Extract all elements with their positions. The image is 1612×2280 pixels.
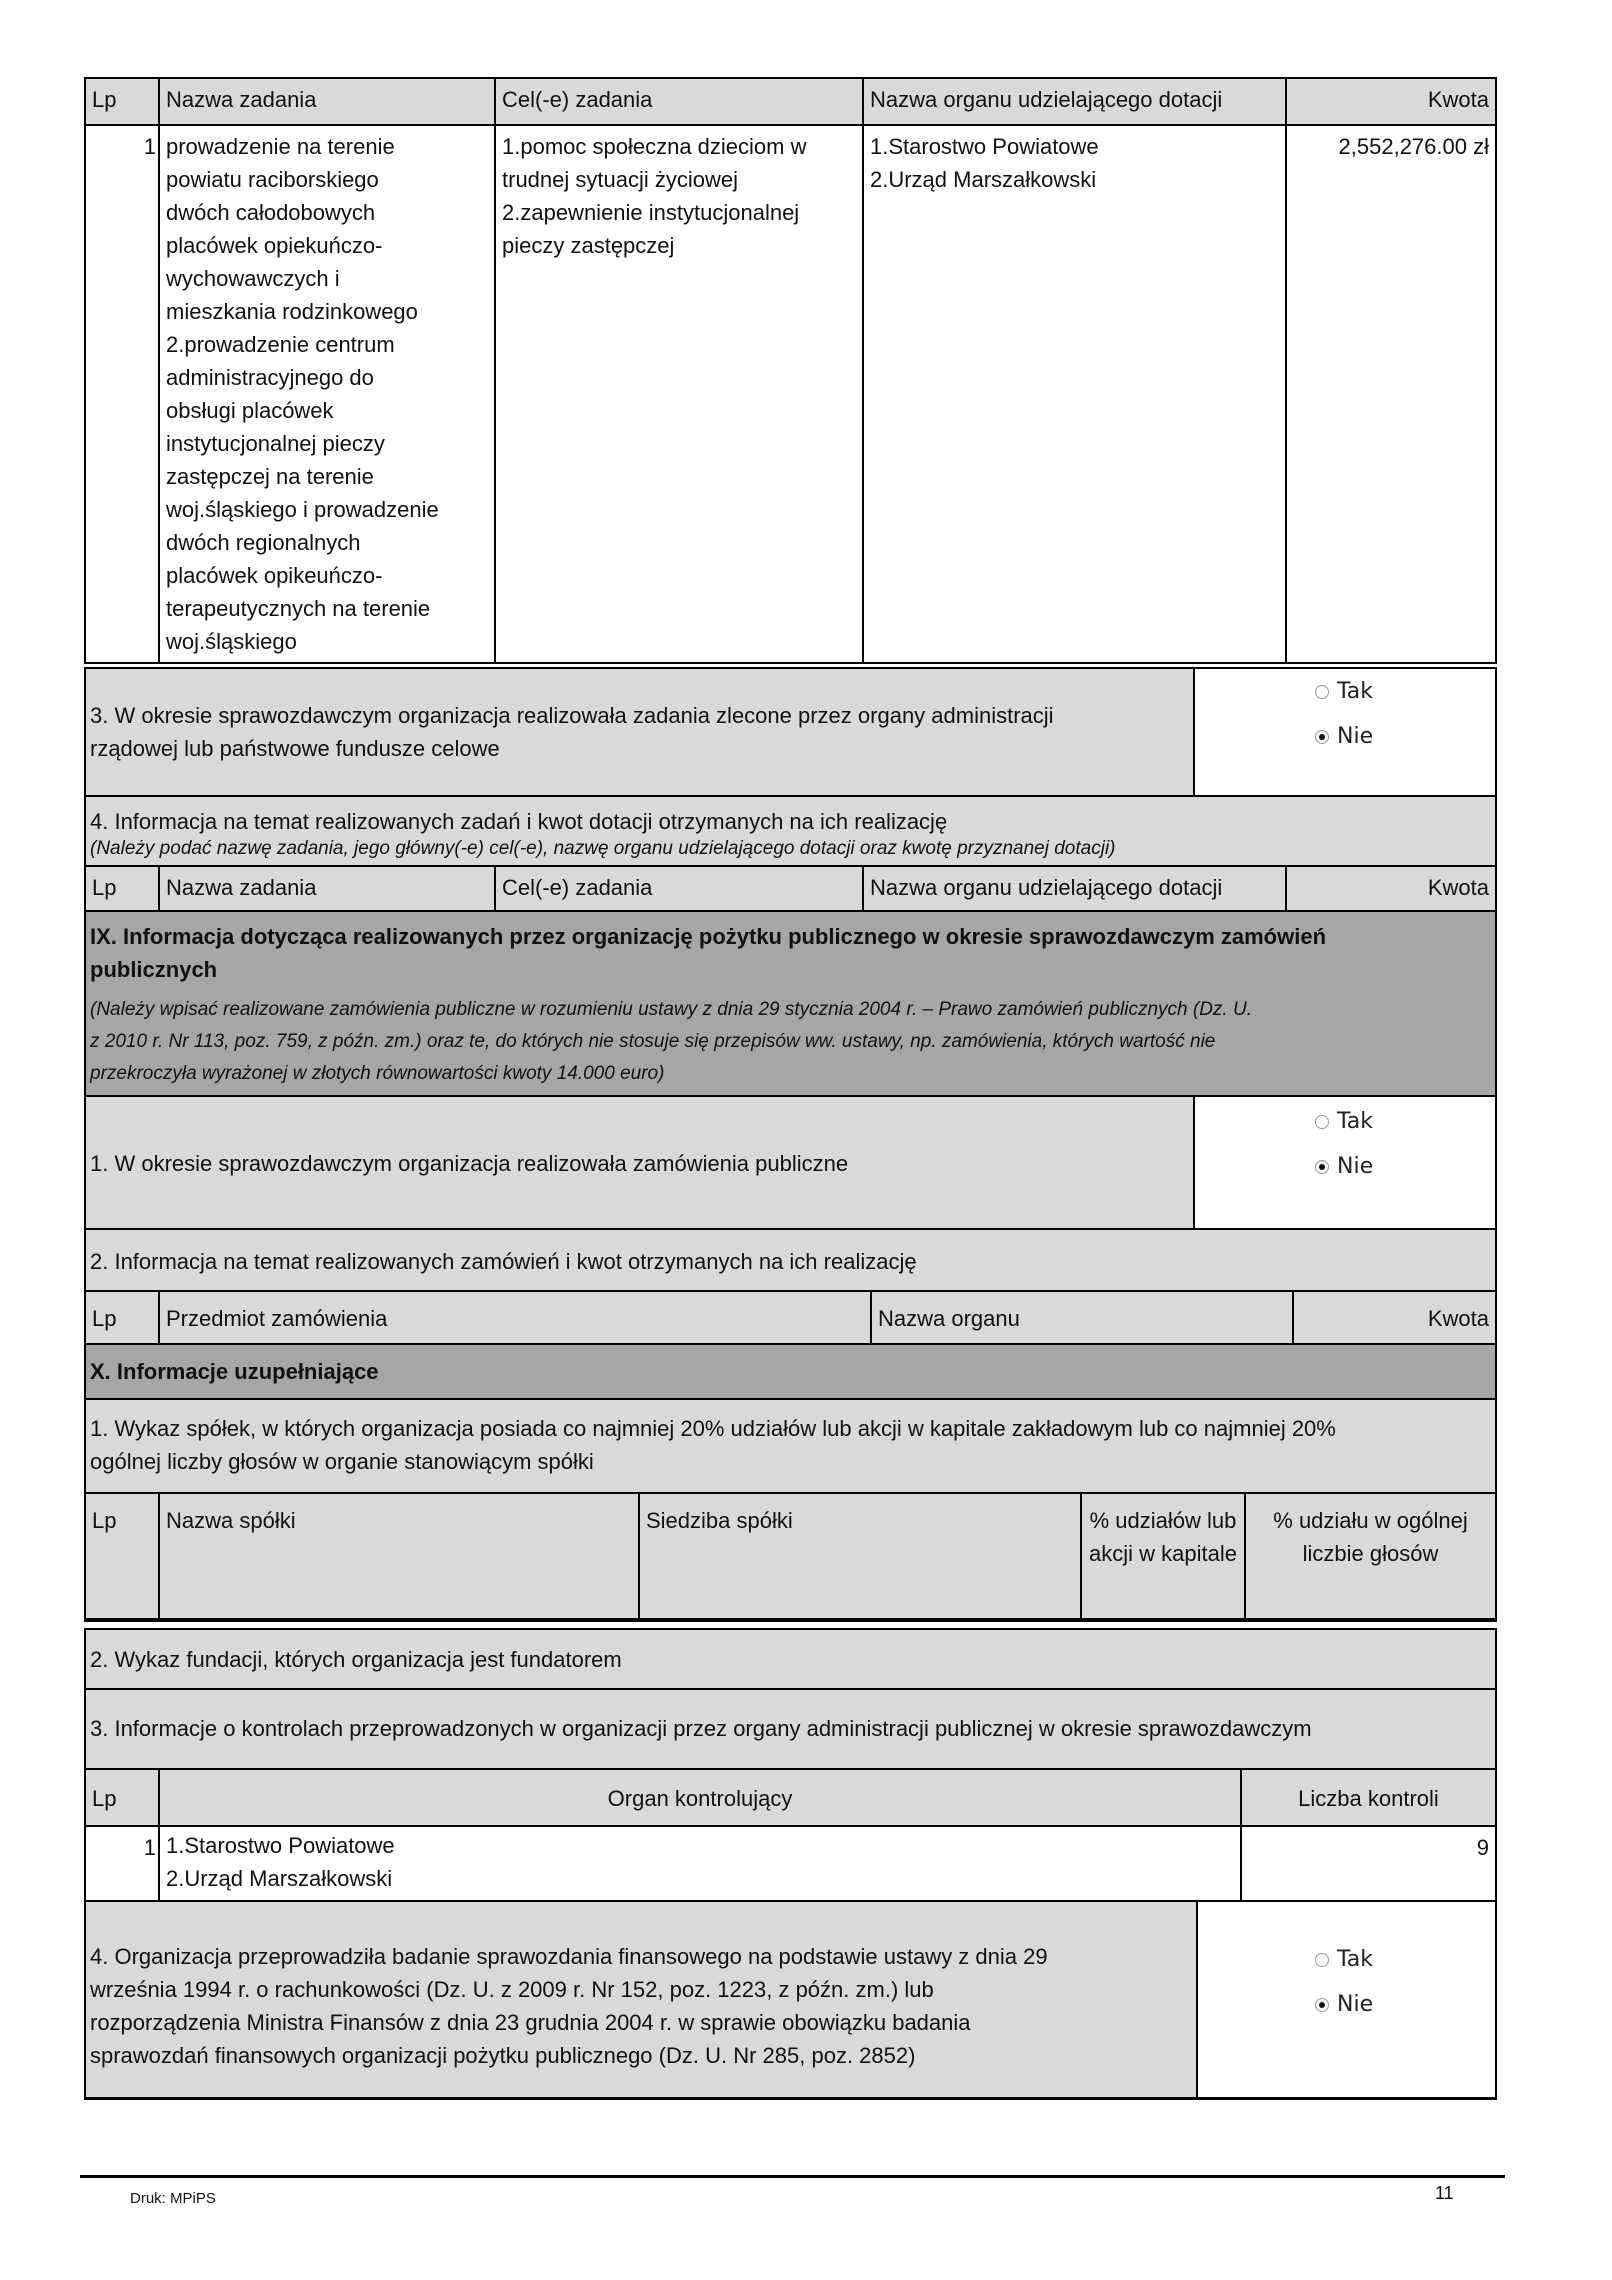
grants-table-2-header — [84, 865, 1497, 912]
cell-line: 2.Urząd Marszałkowski — [870, 167, 1097, 192]
col-siedziba: Siedziba spółki — [646, 1508, 793, 1533]
cell-line: terapeutycznych na terenie — [166, 596, 431, 621]
cell-line: placówek opikeuńczo- — [166, 563, 383, 588]
cell-line: instytucjonalnej pieczy — [166, 431, 385, 456]
cell-line: 1.Starostwo Powiatowe — [870, 134, 1099, 159]
section-9-question-1 — [84, 1095, 1497, 1230]
col-lp: Lp — [92, 1786, 117, 1811]
radio-selected-icon — [1315, 1998, 1329, 2012]
radio-tak[interactable]: Tak — [1315, 679, 1373, 704]
radio-tak[interactable]: Tak — [1315, 1947, 1373, 1972]
section-10-header — [84, 1343, 1497, 1400]
col-glosy: % udziału w ogólnej liczbie głosów — [1273, 1508, 1468, 1566]
radio-circle-icon — [1315, 1953, 1329, 1967]
cell-line: woj.śląskiego — [166, 629, 297, 654]
col-organ: Nazwa organu udzielającego dotacji — [870, 875, 1223, 900]
section-9-q1-radio-group — [1193, 1097, 1495, 1228]
section-10-q1-text: 1. Wykaz spółek, w których organizacja posiada co najmniej 20% udziałów lub akcji w kapitale zakładowym lub co najmniej 20% ogólnej liczby głosów w organie stanowiącym spółki — [90, 1416, 1336, 1474]
col-cel-zadania: Cel(-e) zadania — [502, 875, 653, 900]
col-kwota: Kwota — [1427, 875, 1489, 900]
cell-line: dwóch całodobowych — [166, 200, 376, 225]
question-3-block — [84, 667, 1497, 797]
col-lp: Lp — [92, 87, 117, 112]
cell-line: wychowawczych i — [166, 266, 340, 291]
section-10-q4-text: 4. Organizacja przeprowadziła badanie sprawozdania finansowego na podstawie ustawy z dnia 29 września 1994 r. o rachunkowości (Dz. U. z 2009 r. Nr 152, poz. 1223, z późn. zm.) lub rozporządzenia Ministra Finansów z dnia 23 grudnia 2004 r. w sprawie obowiązku badania sprawozdań finansowych organizacji pożytku publicznego (Dz. U. Nr 285, poz. 2852) — [90, 1944, 1048, 2068]
row-kwota: 2,552,276.00 zł — [1338, 134, 1489, 159]
col-lp: Lp — [92, 1508, 117, 1533]
cell-line: prowadzenie na terenie — [166, 134, 395, 159]
row-nazwa-zadania — [160, 126, 494, 662]
row-liczba: 9 — [1476, 1835, 1489, 1860]
question-4-block — [84, 795, 1497, 867]
col-organ: Nazwa organu udzielającego dotacji — [870, 87, 1223, 112]
cell-line: 1.pomoc społeczna dzieciom w — [502, 134, 807, 159]
section-10-q4-radio-group — [1196, 1902, 1495, 2097]
cell-line: 2.zapewnienie instytucjonalnej — [502, 200, 800, 225]
cell-line: obsługi placówek — [166, 398, 334, 423]
section-10-question-3 — [84, 1688, 1497, 1770]
cell-line: dwóch regionalnych — [166, 530, 361, 555]
col-przedmiot: Przedmiot zamówienia — [166, 1306, 388, 1331]
row-lp: 1 — [143, 1835, 156, 1860]
section-10-q2-text: 2. Wykaz fundacji, których organizacja jest fundatorem — [90, 1647, 622, 1672]
grants-table-header — [84, 77, 1497, 126]
radio-tak[interactable]: Tak — [1315, 1109, 1373, 1134]
section-10-title: X. Informacje uzupełniające — [90, 1359, 379, 1384]
grants-table-row — [84, 124, 1497, 664]
footer-print-label: Druk: MPiPS — [130, 2190, 216, 2207]
controls-table-row — [84, 1825, 1497, 1902]
question-3-text: 3. W okresie sprawozdawczym organizacja realizowała zadania zlecone przez organy administracji rządowej lub państwowe fundusze celowe — [90, 703, 1054, 761]
row-organ — [864, 126, 1285, 662]
col-nazwa-organu: Nazwa organu — [878, 1306, 1020, 1331]
cell-line: woj.śląskiego i prowadzenie — [166, 497, 439, 522]
controls-table-header — [84, 1768, 1497, 1827]
cell-line: administracyjnego do — [166, 365, 374, 390]
cell-line: 2.prowadzenie centrum — [166, 332, 395, 357]
section-10-question-4 — [84, 1900, 1497, 2100]
question-4-title: 4. Informacja na temat realizowanych zadań i kwot dotacji otrzymanych na ich realizację — [90, 809, 948, 834]
col-nazwa-spolki: Nazwa spółki — [166, 1508, 296, 1533]
radio-circle-icon — [1315, 685, 1329, 699]
col-liczba-kontroli: Liczba kontroli — [1298, 1786, 1439, 1811]
cell-line: powiatu raciborskiego — [166, 167, 379, 192]
question-4-note: (Należy podać nazwę zadania, jego główny(-e) cel(-e), nazwę organu udzielającego dotacji oraz kwotę przyznanej dotacji) — [90, 838, 1116, 859]
col-udzialy: % udziałów lub akcji w kapitale — [1089, 1508, 1237, 1566]
radio-nie[interactable]: Nie — [1315, 1154, 1373, 1179]
radio-selected-icon — [1315, 730, 1329, 744]
col-nazwa-zadania: Nazwa zadania — [166, 875, 317, 900]
col-nazwa-zadania: Nazwa zadania — [166, 87, 317, 112]
col-lp: Lp — [92, 875, 117, 900]
footer-divider — [80, 2175, 1505, 2178]
radio-nie[interactable]: Nie — [1315, 1992, 1373, 2017]
page-number: 11 — [1435, 2183, 1454, 2203]
section-10-q3-text: 3. Informacje o kontrolach przeprowadzonych w organizacji przez organy administracji publicznej w okresie sprawozdawczym — [90, 1716, 1312, 1741]
section-10-question-2 — [84, 1628, 1497, 1690]
cell-line: mieszkania rodzinkowego — [166, 299, 418, 324]
row-organ: 1.Starostwo Powiatowe 2.Urząd Marszałkowski — [166, 1833, 395, 1891]
col-organ-kontrolujacy: Organ kontrolujący — [607, 1786, 793, 1811]
section-9-title: IX. Informacja dotycząca realizowanych przez organizację pożytku publicznego w okresie sprawozdawczym zamówień publicznych — [90, 924, 1327, 982]
section-9-header — [84, 910, 1497, 1097]
col-kwota: Kwota — [1427, 1306, 1489, 1331]
cell-line: pieczy zastępczej — [502, 233, 675, 258]
row-cel-zadania — [496, 126, 862, 662]
section-9-q1-text: 1. W okresie sprawozdawczym organizacja realizowała zamówienia publiczne — [90, 1151, 849, 1176]
col-kwota: Kwota — [1427, 87, 1489, 112]
cell-line: zastępczej na terenie — [166, 464, 374, 489]
row-lp: 1 — [143, 134, 156, 159]
section-9-q2-text: 2. Informacja na temat realizowanych zamówień i kwot otrzymanych na ich realizację — [90, 1249, 917, 1274]
cell-line: placówek opiekuńczo- — [166, 233, 383, 258]
companies-table-header — [84, 1492, 1497, 1622]
radio-nie[interactable]: Nie — [1315, 724, 1373, 749]
orders-table-header — [84, 1290, 1497, 1345]
radio-circle-icon — [1315, 1115, 1329, 1129]
col-cel-zadania: Cel(-e) zadania — [502, 87, 653, 112]
question-3-radio-group — [1193, 669, 1495, 795]
section-9-question-2 — [84, 1228, 1497, 1292]
cell-line: trudnej sytuacji życiowej — [502, 167, 738, 192]
radio-selected-icon — [1315, 1160, 1329, 1174]
section-9-note: (Należy wpisać realizowane zamówienia publiczne w rozumieniu ustawy z dnia 29 stycznia 2004 r. – Prawo zamówień publicznych (Dz. U. z 2010 r. Nr 113, poz. 759, z późn. zm.) oraz te, do których nie stosuje się przepisów ww. ustawy, np. zamówienia, których wartość nie przekroczyła wyrażonej w złotych równowartości kwoty 14.000 euro) — [90, 999, 1252, 1084]
col-lp: Lp — [92, 1306, 117, 1331]
section-10-question-1 — [84, 1398, 1497, 1494]
